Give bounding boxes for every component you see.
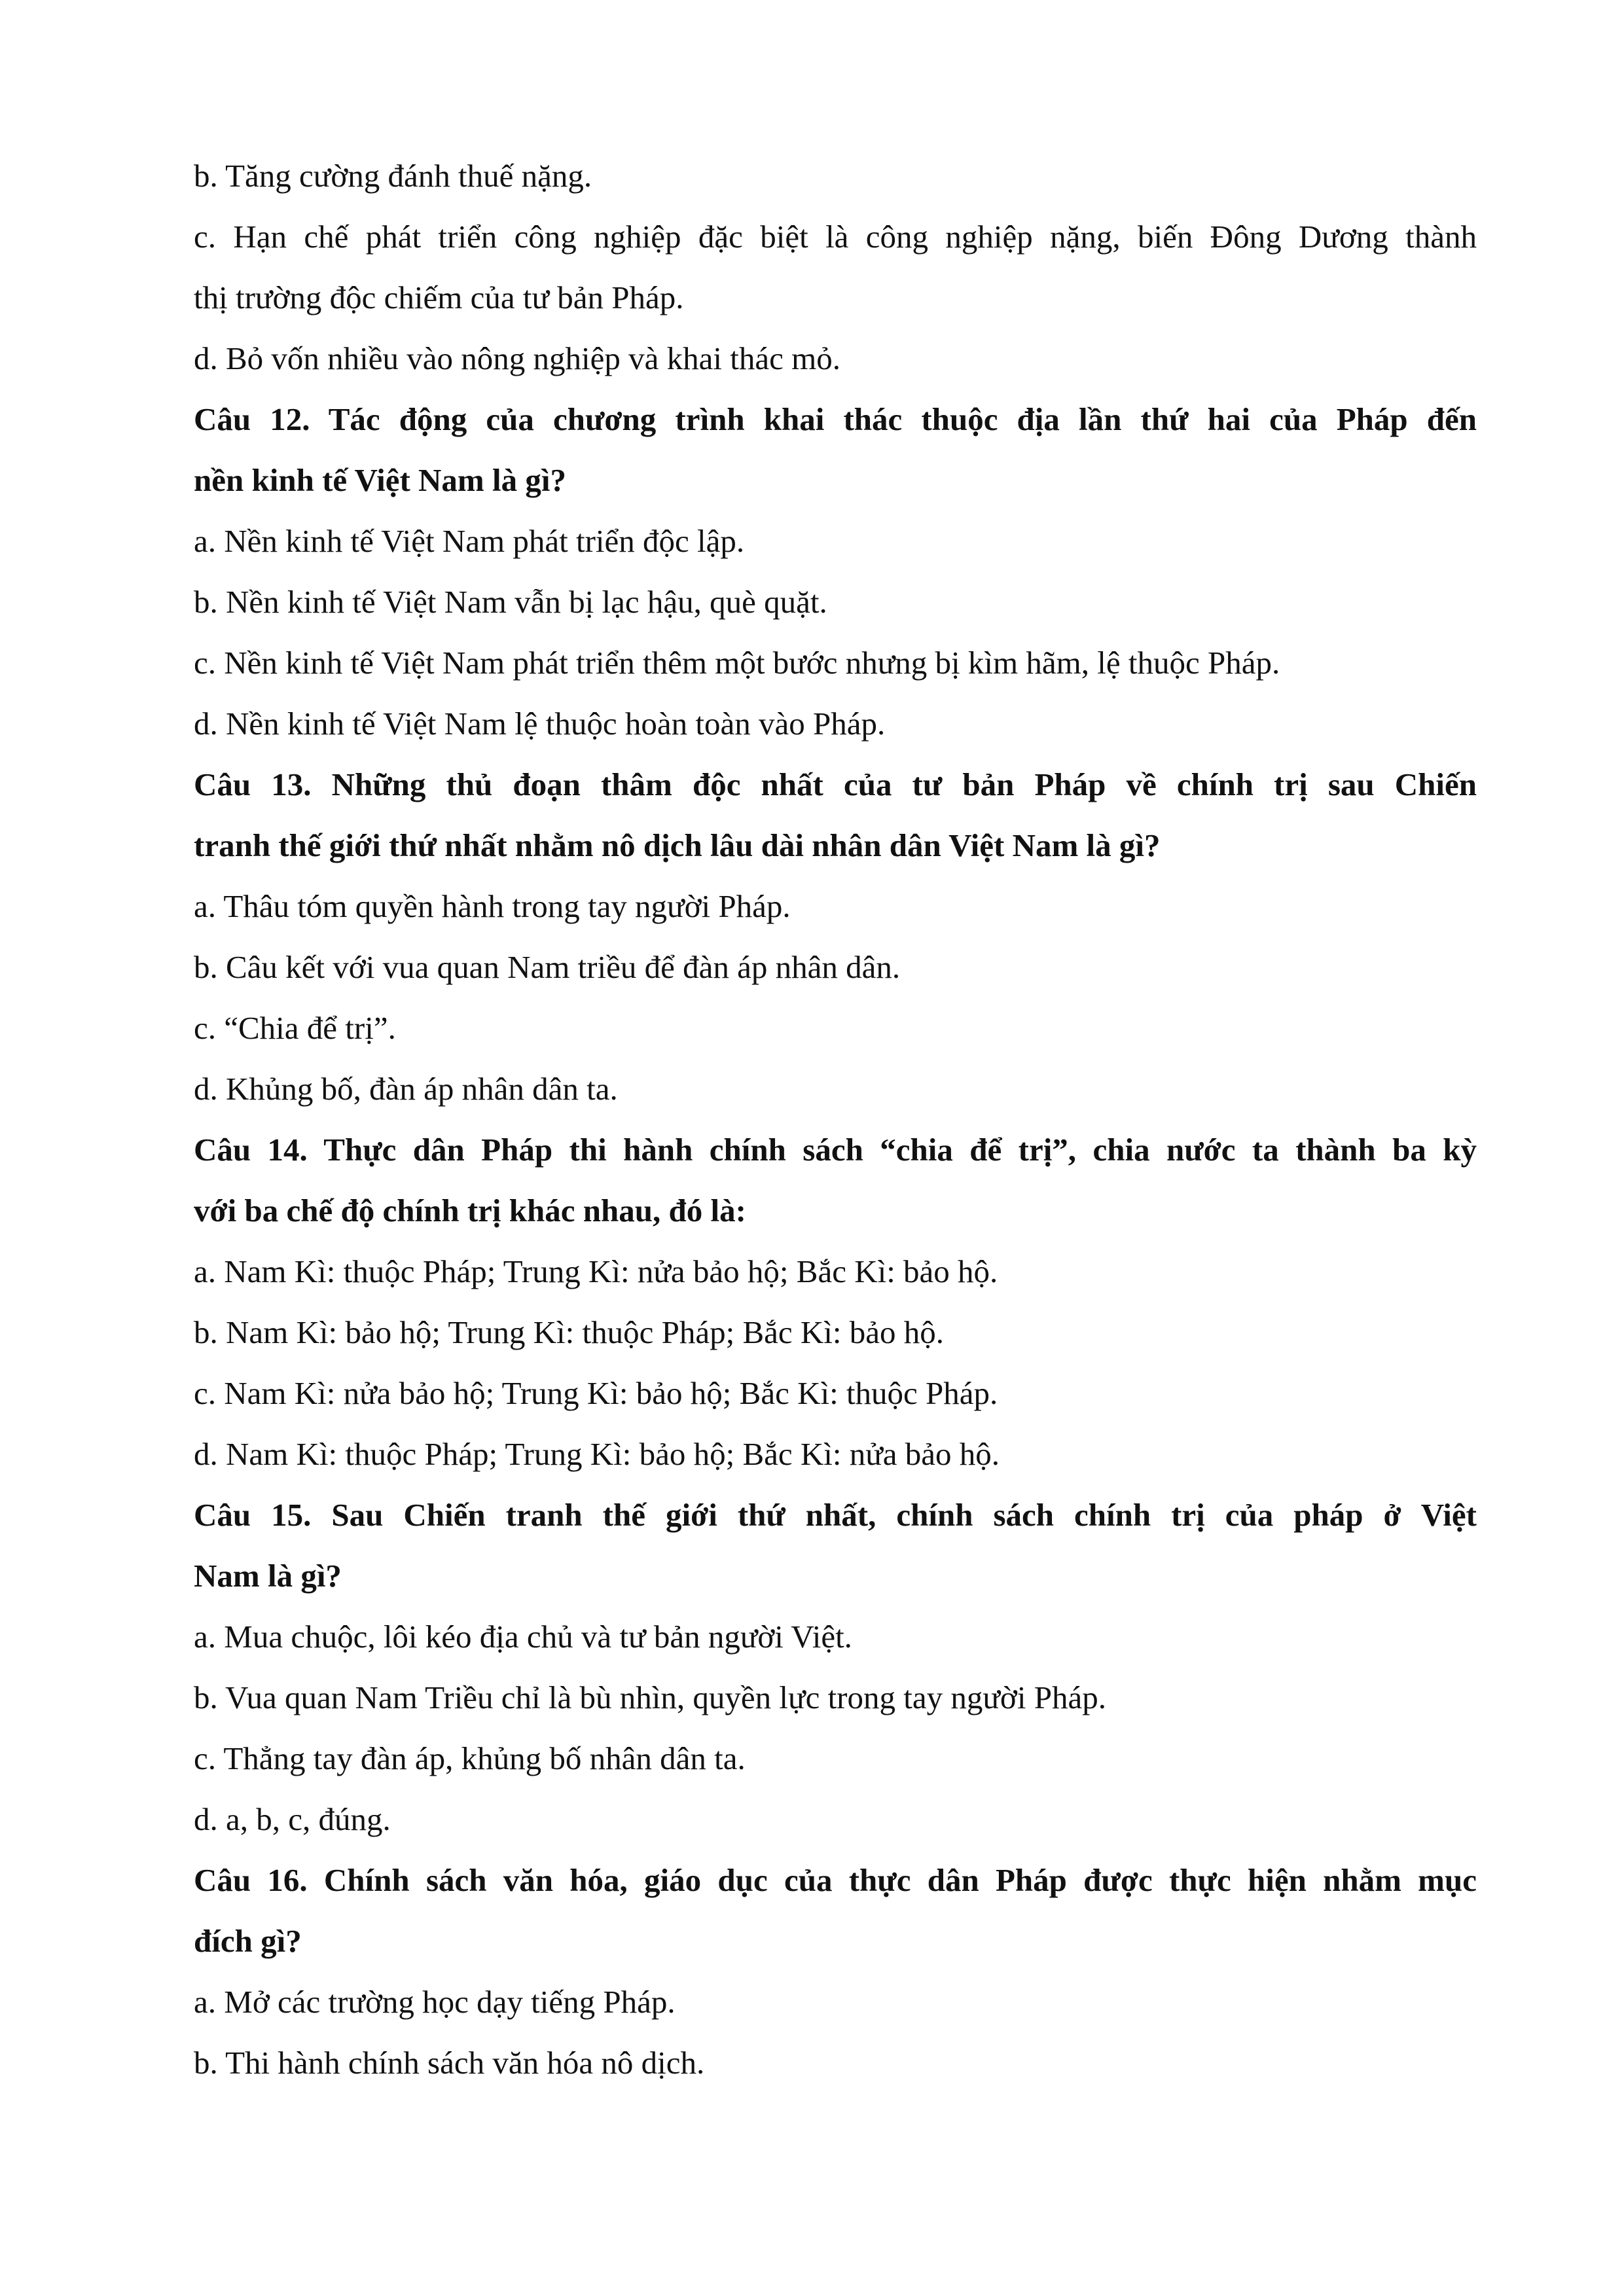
- option-line: b. Vua quan Nam Triều chỉ là bù nhìn, quyền lực trong tay người Pháp.: [194, 1679, 1106, 1715]
- option-line: b. Nền kinh tế Việt Nam vẫn bị lạc hậu, què quặt.: [194, 584, 827, 620]
- option-line: d. a, b, c, đúng.: [194, 1801, 391, 1837]
- question-12-line: nền kinh tế Việt Nam là gì?: [194, 462, 566, 498]
- option-line: c. Nền kinh tế Việt Nam phát triển thêm một bước nhưng bị kìm hãm, lệ thuộc Pháp.: [194, 645, 1280, 681]
- option-line: c. Thẳng tay đàn áp, khủng bố nhân dân ta.: [194, 1740, 746, 1776]
- option-line: a. Mua chuộc, lôi kéo địa chủ và tư bản người Việt.: [194, 1619, 852, 1655]
- option-line: d. Nam Kì: thuộc Pháp; Trung Kì: bảo hộ; Bắc Kì: nửa bảo hộ.: [194, 1436, 1000, 1472]
- option-line: a. Nền kinh tế Việt Nam phát triển độc lập.: [194, 523, 745, 559]
- question-16-line: đích gì?: [194, 1923, 302, 1959]
- document-page: [194, 145, 1477, 2093]
- option-line: b. Thi hành chính sách văn hóa nô dịch.: [194, 2045, 705, 2081]
- option-line: b. Câu kết với vua quan Nam triều để đàn áp nhân dân.: [194, 949, 901, 985]
- option-line: a. Nam Kì: thuộc Pháp; Trung Kì: nửa bảo hộ; Bắc Kì: bảo hộ.: [194, 1253, 998, 1289]
- option-line: c. “Chia để trị”.: [194, 1010, 396, 1046]
- option-line: d. Bỏ vốn nhiều vào nông nghiệp và khai thác mỏ.: [194, 340, 840, 376]
- option-line: d. Khủng bố, đàn áp nhân dân ta.: [194, 1071, 618, 1107]
- option-line: c. Nam Kì: nửa bảo hộ; Trung Kì: bảo hộ; Bắc Kì: thuộc Pháp.: [194, 1375, 998, 1411]
- option-line: d. Nền kinh tế Việt Nam lệ thuộc hoàn toàn vào Pháp.: [194, 706, 886, 742]
- option-line: thị trường độc chiếm của tư bản Pháp.: [194, 279, 684, 315]
- question-13-line: tranh thế giới thứ nhất nhằm nô dịch lâu dài nhân dân Việt Nam là gì?: [194, 827, 1161, 863]
- question-14-line: Câu 14. Thực dân Pháp thi hành chính sách “chia để trị”, chia nước ta thành ba kỳ: [194, 1132, 1477, 1168]
- question-15-line: Nam là gì?: [194, 1558, 342, 1594]
- question-12-line: Câu 12. Tác động của chương trình khai thác thuộc địa lần thứ hai của Pháp đến: [194, 401, 1477, 437]
- option-line: a. Mở các trường học dạy tiếng Pháp.: [194, 1984, 676, 2020]
- question-15-line: Câu 15. Sau Chiến tranh thế giới thứ nhất, chính sách chính trị của pháp ở Việt: [194, 1497, 1477, 1533]
- option-line: c. Hạn chế phát triển công nghiệp đặc biệt là công nghiệp nặng, biến Đông Dương thành: [194, 219, 1477, 255]
- option-line: a. Thâu tóm quyền hành trong tay người Pháp.: [194, 888, 791, 924]
- question-14-line: với ba chế độ chính trị khác nhau, đó là:: [194, 1193, 746, 1229]
- question-16-line: Câu 16. Chính sách văn hóa, giáo dục của thực dân Pháp được thực hiện nhằm mục: [194, 1862, 1477, 1898]
- option-line: b. Nam Kì: bảo hộ; Trung Kì: thuộc Pháp; Bắc Kì: bảo hộ.: [194, 1314, 944, 1350]
- option-line: b. Tăng cường đánh thuế nặng.: [194, 158, 592, 194]
- question-13-line: Câu 13. Những thủ đoạn thâm độc nhất của tư bản Pháp về chính trị sau Chiến: [194, 766, 1477, 802]
